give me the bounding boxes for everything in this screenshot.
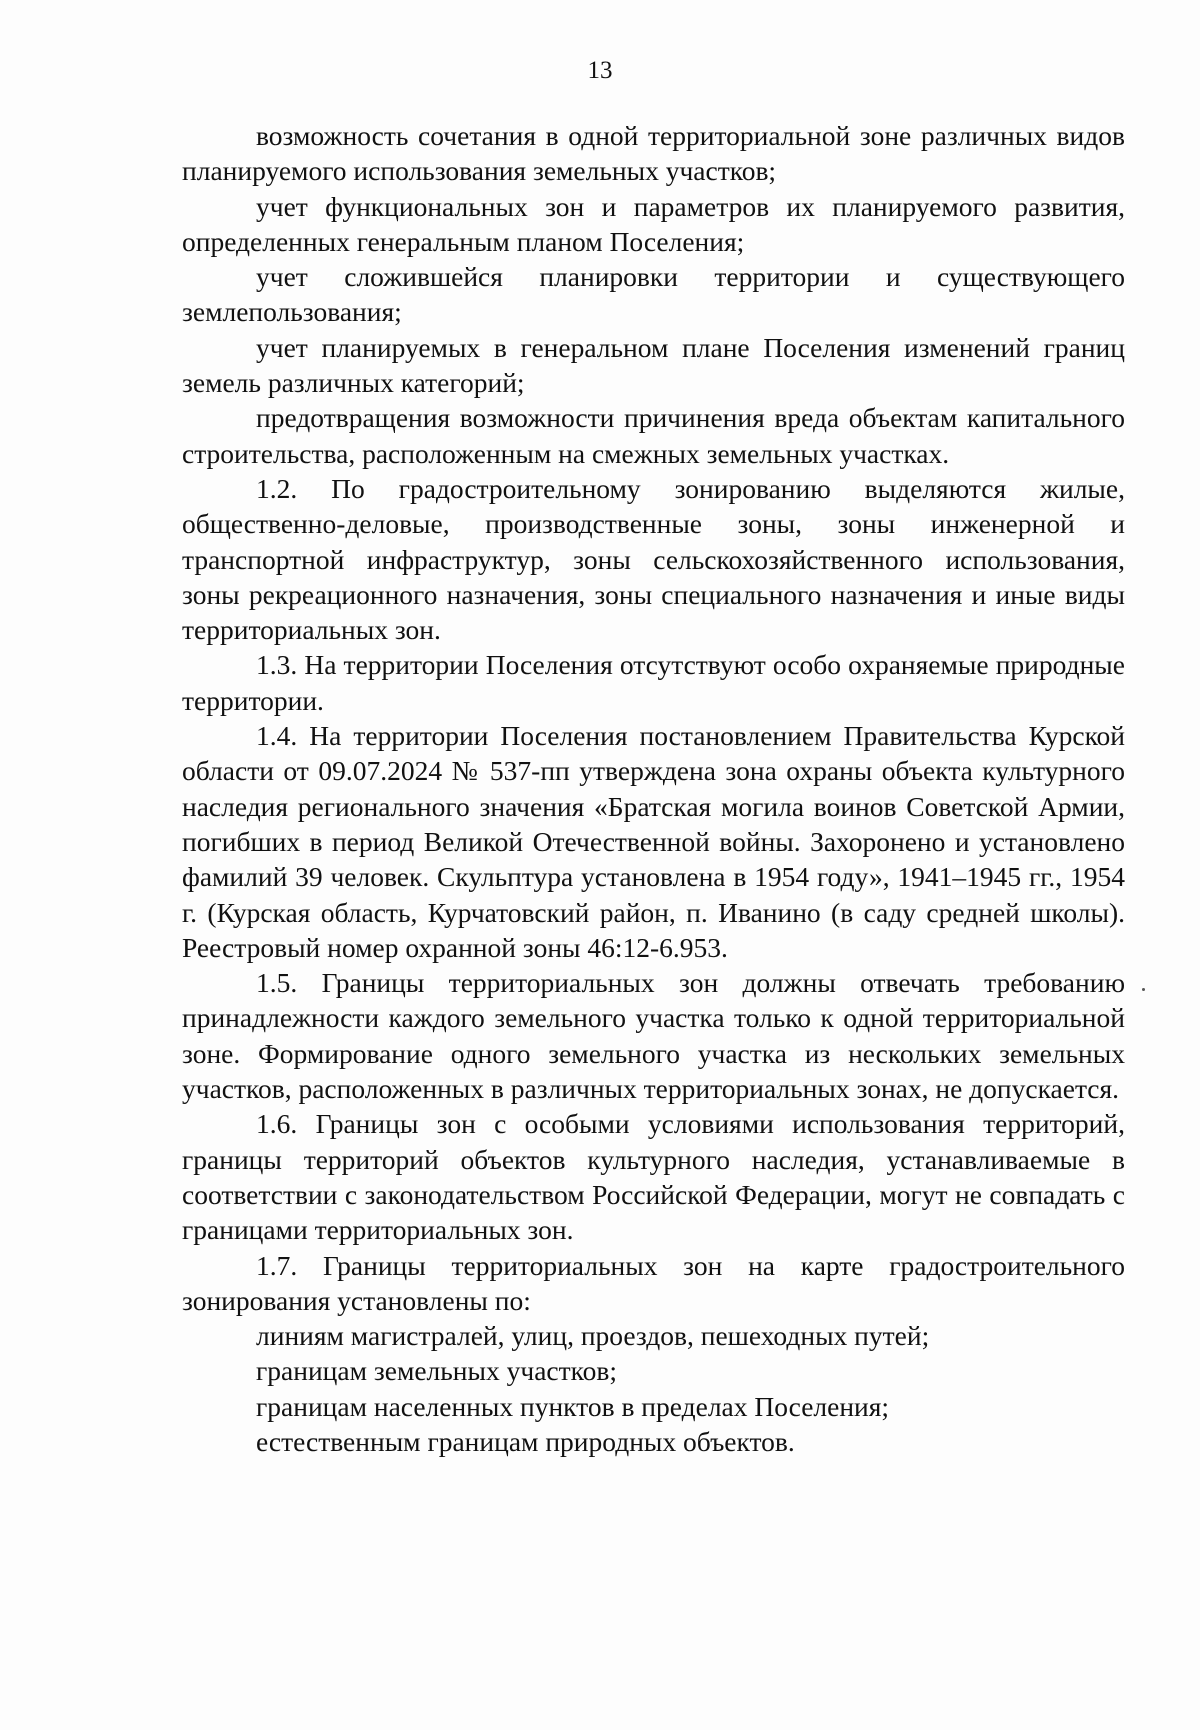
paragraph-combination: возможность сочетания в одной территориальной зоне различных видов планируемого использования земельных участков; [182,120,1125,187]
list-item-natural-objects: естественным границам природных объектов. [256,1425,795,1457]
document-body [182,118,1125,1459]
paragraph-land-categories: учет планируемых в генеральном плане Поселения изменений границ земель различных категорий; [182,331,1125,399]
list-item-streets: линиям магистралей, улиц, проездов, пешеходных путей; [256,1320,930,1352]
paragraph-functional-zones: учет функциональных зон и параметров их планируемого развития, определенных генеральным планом Поселения; [182,190,1125,257]
paragraph-1-7: 1.7. Границы территориальных зон на карте градостроительного зонирования установлены по: [182,1249,1125,1316]
paragraph-harm-prevention: предотвращения возможности причинения вреда объектам капитального строительства, расположенным на смежных земельных участках. [182,402,1125,469]
list-item-settlements: границам населенных пунктов в пределах Поселения; [256,1390,890,1422]
paragraph-1-2: 1.2. По градостроительному зонированию выделяются жилые, общественно-деловые, производственные зоны, зоны инженерной и транспортной инфраструктур, зоны сельскохозяйственного использования, зоны рекреационного назначения, зоны специального назначения и иные виды территориальных зон. [182,472,1125,646]
paragraph-existing-planning: учет сложившейся планировки территории и существующего землепользования; [182,261,1125,328]
paragraph-1-6: 1.6. Границы зон с особыми условиями использования территорий, границы территорий объектов культурного наследия, устанавливаемые в соответствии с законодательством Российской Федерации, могут не совпадать с границами территориальных зон. [182,1108,1125,1246]
paragraph-1-4: 1.4. На территории Поселения постановлением Правительства Курской области от 09.07.2024 № 537-пп утверждена зона охраны объекта культурного наследия регионального значения «Братская могила воинов Советской Армии, погибших в период Великой Отечественной войны. Захоронено и установлено фамилий 39 человек. Скульптура установлена в 1954 году», 1941–1945 гг., 1954 г. (Курская область, Курчатовский район, п. Иванино (в саду средней школы). Реестровый номер охранной зоны 46:12-6.953. [182,720,1125,963]
page-number: 13 [587,57,613,84]
paragraph-1-5: 1.5. Границы территориальных зон должны отвечать требованию принадлежности каждого земельного участка только к одной территориальной зоне. Формирование одного земельного участка из нескольких земельных участков, расположенных в различных территориальных зонах, не допускается. [182,967,1125,1105]
list-item-land-plots: границам земельных участков; [256,1355,617,1387]
scan-speck [1142,988,1145,991]
paragraph-1-3: 1.3. На территории Поселения отсутствуют особо охраняемые природные территории. [182,649,1125,716]
